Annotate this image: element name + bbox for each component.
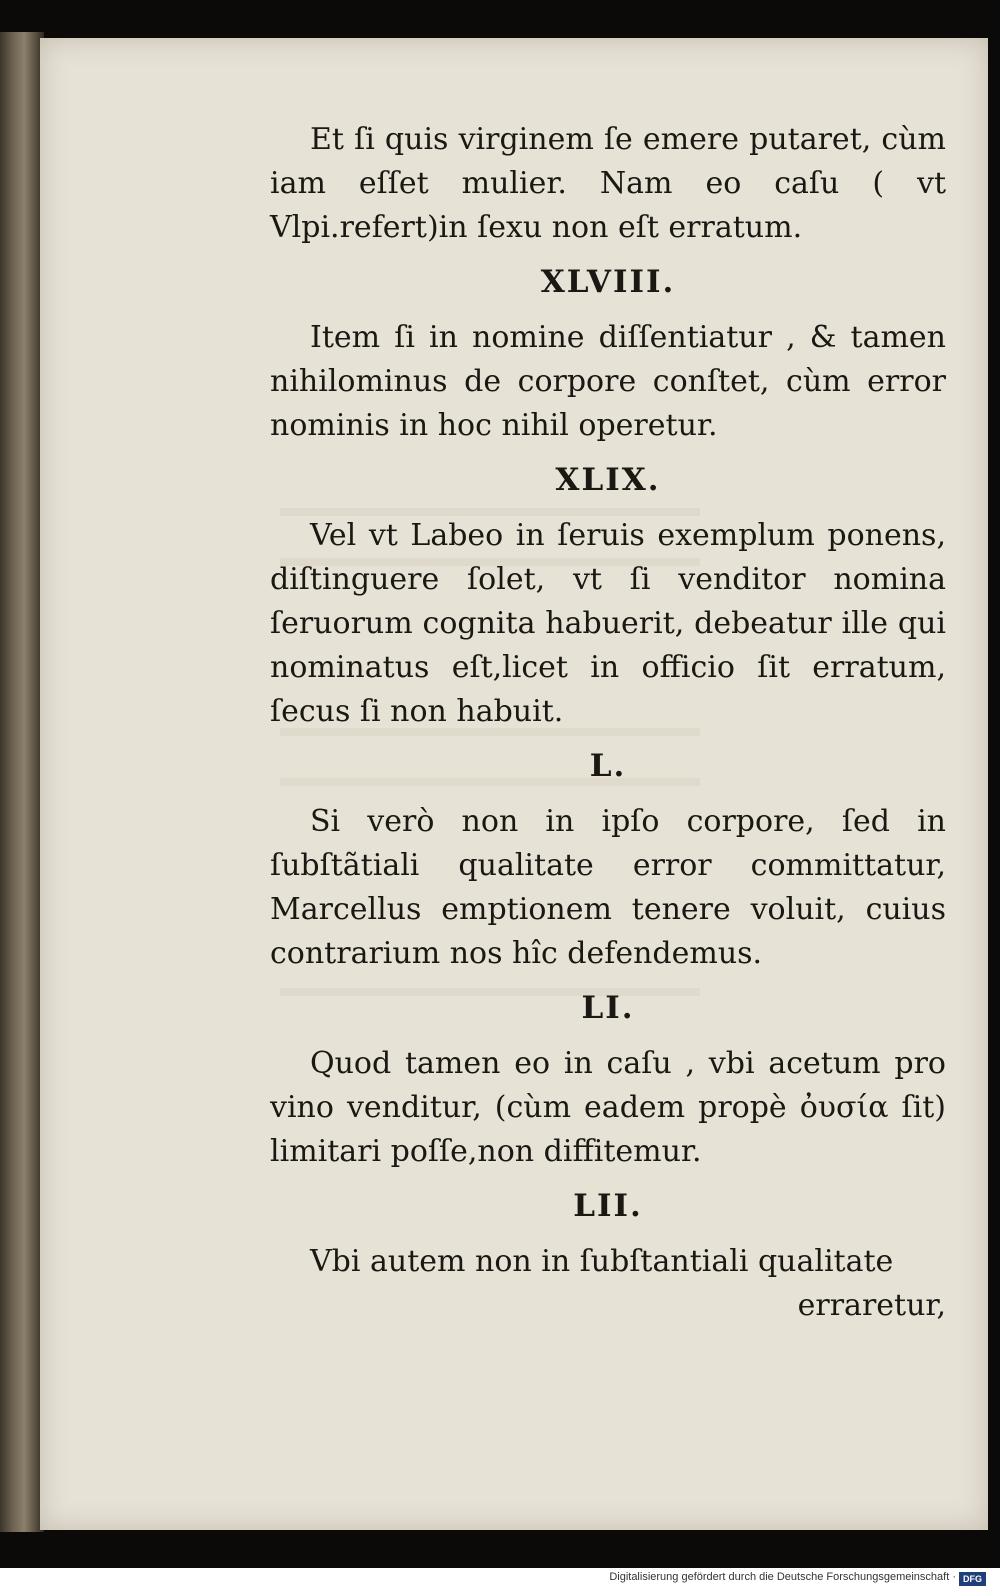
paragraph: Item ſi in nomine diſſentiatur , & tamen nihilominus de corpore conſtet, cùm error nominis in hoc nihil operetur. <box>270 320 946 443</box>
dfg-logo: DFG <box>959 1572 986 1586</box>
footer <box>0 1568 1000 1590</box>
footer-credit: Digitalisierung gefördert durch die Deutsche Forschungsgemeinschaft · <box>609 1571 956 1583</box>
book-spine-edge <box>0 32 44 1532</box>
section-number: L. <box>589 748 627 784</box>
section-number: LII. <box>573 1188 643 1224</box>
paragraph: Quod tamen eo in caſu , vbi acetum pro vino venditur, (cùm eadem propè ὀυσία ſit) limitari poſſe,non diffitemur. <box>270 1046 946 1169</box>
section-number: LI. <box>581 990 635 1026</box>
section-number: XLVIII. <box>540 264 676 300</box>
section-number: XLIX. <box>555 462 661 498</box>
paragraph: Si verò non in ipſo corpore, ſed in ſubſtãtiali qualitate error committatur, Marcellus emptionem tenere voluit, cuius contrarium nos hîc defendemus. <box>270 804 946 971</box>
paragraph: Vbi autem non in ſubſtantiali qualitate <box>310 1244 894 1279</box>
catchword: erraretur, <box>797 1288 946 1323</box>
paragraph: Vel vt Labeo in ſeruis exemplum ponens, diſtinguere ſolet, vt ſi venditor nomina ſeruorum cognita habuerit, debeatur ille qui nominatus eſt,licet in officio ſit erratum, ſecus ſi non habuit. <box>270 518 946 729</box>
main-text <box>270 118 946 1328</box>
paragraph: Et ſi quis virginem ſe emere putaret, cùm iam eſſet mulier. Nam eo caſu ( vt Vlpi.refert)in ſexu non eſt erratum. <box>270 122 946 245</box>
